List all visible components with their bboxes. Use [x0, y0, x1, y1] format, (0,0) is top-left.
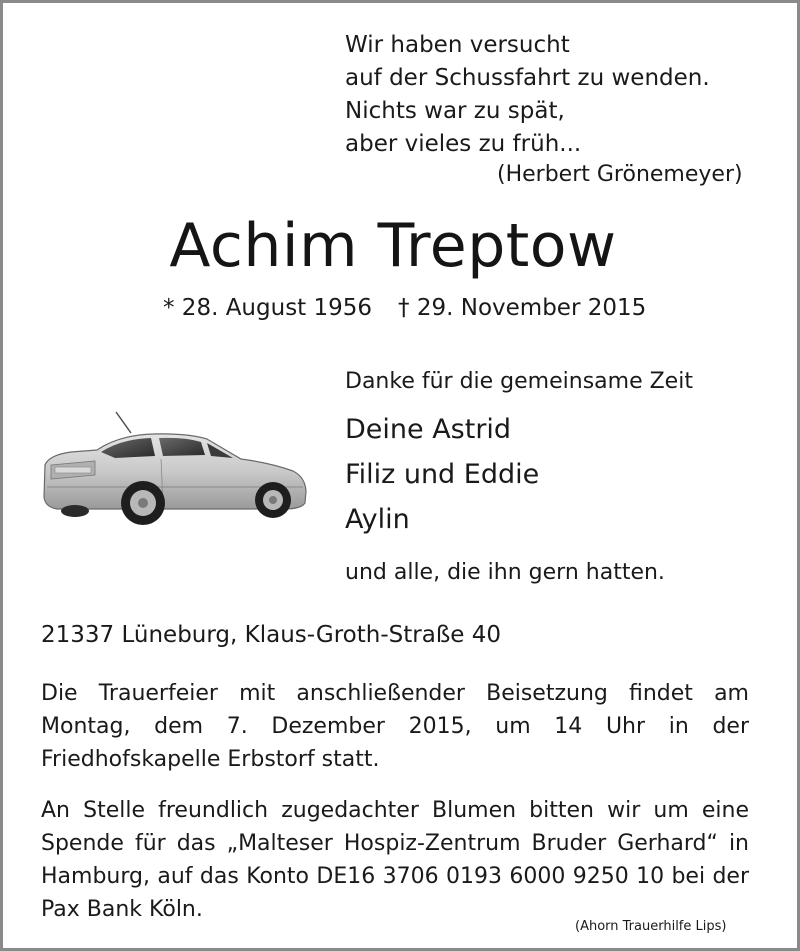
- ceremony-paragraph: Die Trauerfeier mit anschließender Beisetzung findet am Montag, dem 7. Dezember 2015, um 14 Uhr in der Friedhofskapelle Erbstorf statt.: [41, 681, 749, 772]
- poem-line: aber vieles zu früh...: [345, 131, 582, 157]
- donation-paragraph: An Stelle freundlich zugedachter Blumen bitten wir um eine Spende für das „Malteser Hospiz-Zentrum Bruder Gerhard“ in Hamburg, auf das Konto DE16 3706 0193 6000 9250 10 bei der Pax Bank Köln.: [41, 798, 749, 922]
- poem-line: auf der Schussfahrt zu wenden.: [345, 65, 710, 91]
- life-dates: [163, 295, 646, 321]
- poem-line: Nichts war zu spät,: [345, 98, 565, 124]
- deceased-name: Achim Treptow: [169, 211, 617, 281]
- poem-quote: [345, 29, 710, 161]
- death-date: † 29. November 2015: [398, 295, 647, 321]
- others-line: und alle, die ihn gern hatten.: [345, 560, 665, 585]
- poem-line: Wir haben versucht: [345, 32, 570, 58]
- family-member: Aylin: [345, 504, 410, 535]
- family-member: Filiz und Eddie: [345, 459, 540, 490]
- birth-date: * 28. August 1956: [163, 295, 373, 321]
- poem-author: (Herbert Grönemeyer): [497, 162, 743, 187]
- car-coupe-illustration: [35, 403, 315, 533]
- family-member: Deine Astrid: [345, 414, 512, 445]
- thanks-line: Danke für die gemeinsame Zeit: [345, 369, 693, 394]
- mourners-address: 21337 Lüneburg, Klaus-Groth-Straße 40: [41, 622, 502, 648]
- funeral-home-credit: (Ahorn Trauerhilfe Lips): [575, 919, 727, 934]
